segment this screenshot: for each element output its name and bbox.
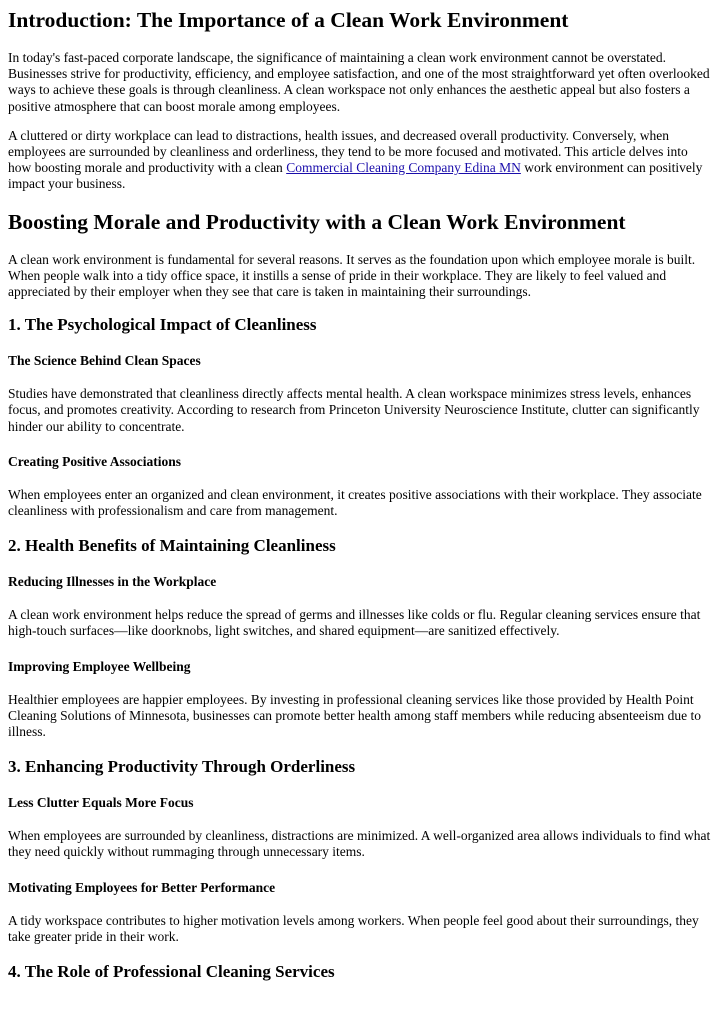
boosting-title: Boosting Morale and Productivity with a Clean Work Environment (8, 209, 626, 234)
intro-paragraph-2 (8, 128, 714, 193)
section-3-title: 3. Enhancing Productivity Through Orderliness (8, 757, 356, 777)
section-3-sub-2-title: Motivating Employees for Better Performance (8, 879, 276, 895)
section-1-sub-1-title: The Science Behind Clean Spaces (8, 353, 201, 369)
section-1-sub-1-text: Studies have demonstrated that cleanliness directly affects mental health. A clean workspace minimizes stress levels, enhances focus, and promotes creativity. According to research from Princeton University Neuroscience Institute, clutter can significantly hinder our ability to concentrate. (8, 386, 700, 434)
intro-paragraph-1: In today's fast-paced corporate landscape, the significance of maintaining a clean work environment cannot be overstated. Businesses strive for productivity, efficiency, and employee satisfaction, and one of the most straightforward yet often overlooked ways to achieve these goals is through cleanliness. A clean workspace not only enhances the aesthetic appeal but also fosters a positive atmosphere that can boost morale among employees. (8, 50, 710, 114)
section-3-sub-1-title: Less Clutter Equals More Focus (8, 795, 194, 811)
commercial-cleaning-link[interactable]: Commercial Cleaning Company Edina MN (286, 160, 521, 176)
section-2-sub-1-text: A clean work environment helps reduce the spread of germs and illnesses like colds or flu. Regular cleaning services ensure that high-touch surfaces—like doorknobs, light switches, and shared equipment—are sanitized effectively. (8, 607, 701, 639)
section-4-title: 4. The Role of Professional Cleaning Services (8, 962, 335, 982)
section-2-sub-2-title: Improving Employee Wellbeing (8, 658, 191, 674)
section-3-sub-1-text: When employees are surrounded by cleanliness, distractions are minimized. A well-organized area allows individuals to find what they need quickly without rummaging through unnecessary items. (8, 828, 711, 860)
section-2-sub-2-text: Healthier employees are happier employees. By investing in professional cleaning services like those provided by Health Point Cleaning Solutions of Minnesota, businesses can promote better health among staff members while reducing absenteeism due to illness. (8, 691, 701, 740)
section-1-sub-2-title: Creating Positive Associations (8, 453, 181, 469)
section-1-sub-2-text: When employees enter an organized and clean environment, it creates positive associations with their workplace. They associate cleanliness with professionalism and care from management. (8, 486, 702, 519)
intro-title: Introduction: The Importance of a Clean Work Environment (8, 8, 569, 32)
section-1-title: 1. The Psychological Impact of Cleanliness (8, 315, 317, 335)
section-2-title: 2. Health Benefits of Maintaining Cleanliness (8, 536, 336, 556)
section-3-sub-2-text: A tidy workspace contributes to higher motivation levels among workers. When people feel good about their surroundings, they take greater pride in their work. (8, 912, 699, 944)
intro-paragraph-2-text-before: A cluttered or dirty workplace can lead to distractions, health issues, and decreased overall productivity. Conversely, when employees are surrounded by cleanliness and orderliness, they tend to be more focused and motivated. This article delves into how boosting morale and productivity with a clean (8, 127, 688, 176)
boosting-paragraph: A clean work environment is fundamental for several reasons. It serves as the foundation upon which employee morale is built. When people walk into a tidy office space, it instills a sense of pride in their workplace. They are likely to feel valued and appreciated by their employer when they see that care is taken in maintaining their surroundings. (8, 251, 696, 300)
article (0, 8, 714, 982)
section-2-sub-1-title: Reducing Illnesses in the Workplace (8, 574, 217, 590)
intro-paragraph-2-text-after: work environment can positively impact your business. (8, 160, 703, 192)
